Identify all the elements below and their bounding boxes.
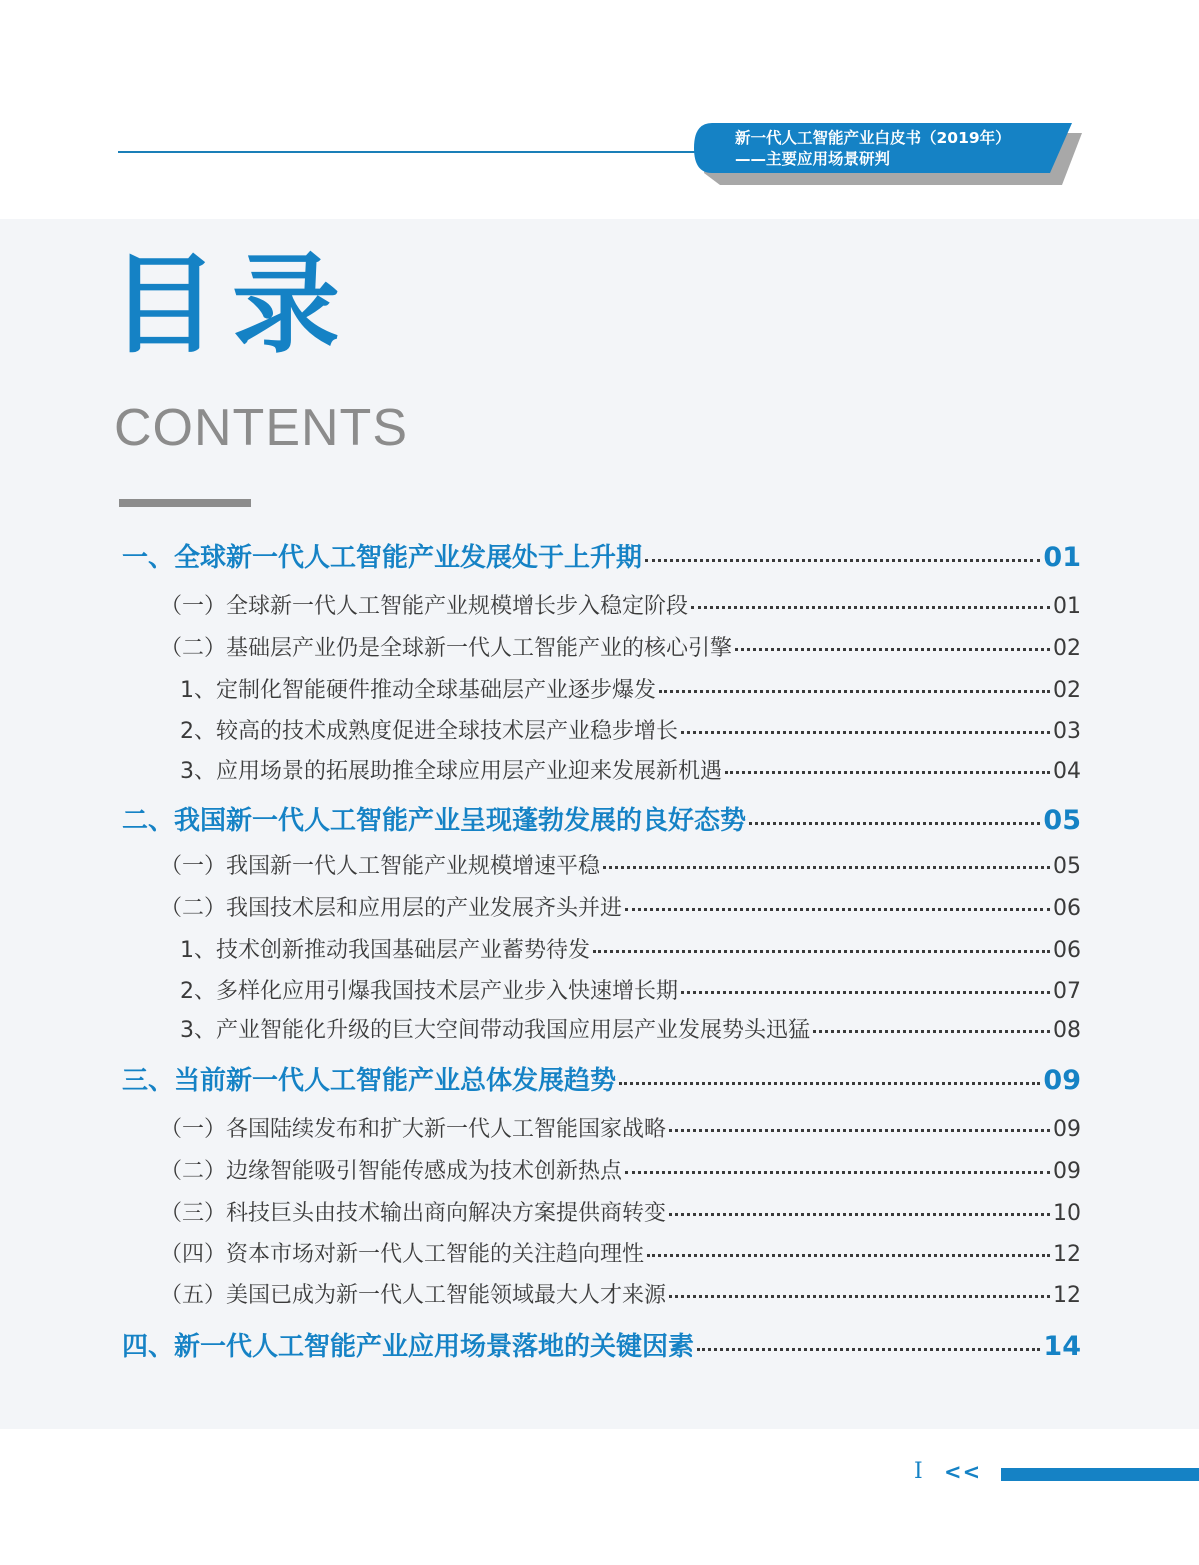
toc-dot-leader <box>681 990 1050 994</box>
toc-entry-label: （二）基础层产业仍是全球新一代人工智能产业的核心引擎 <box>160 636 733 661</box>
toc-entry-level-2[interactable] <box>160 849 1081 879</box>
toc-dot-leader <box>813 1029 1050 1033</box>
toc-entry-page: 05 <box>1043 805 1081 836</box>
toc-entry-label: 1、定制化智能硬件推动全球基础层产业逐步爆发 <box>180 678 656 703</box>
toc-dot-leader <box>593 949 1050 953</box>
footer-back-arrows[interactable]: << <box>944 1460 982 1484</box>
footer-accent-bar <box>1001 1468 1199 1481</box>
toc-entry-label: 3、产业智能化升级的巨大空间带动我国应用层产业发展势头迅猛 <box>180 1018 810 1043</box>
toc-dot-leader <box>619 1081 1040 1085</box>
toc-entry-level-3[interactable] <box>180 1013 1081 1043</box>
toc-entry-page: 03 <box>1053 719 1081 744</box>
header-subtitle: ——主要应用场景研判 <box>735 150 891 168</box>
toc-dot-leader <box>681 730 1050 734</box>
toc-entry-level-1[interactable] <box>122 1326 1081 1362</box>
toc-entry-page: 10 <box>1053 1201 1081 1226</box>
toc-entry-page: 01 <box>1043 542 1081 573</box>
toc-entry-label: （四）资本市场对新一代人工智能的关注趋向理性 <box>160 1242 645 1267</box>
toc-dot-leader <box>669 1294 1050 1298</box>
toc-entry-page: 12 <box>1053 1283 1081 1308</box>
toc-entry-label: （二）边缘智能吸引智能传感成为技术创新热点 <box>160 1159 623 1184</box>
toc-dot-leader <box>645 558 1040 562</box>
toc-dot-leader <box>697 1347 1040 1351</box>
toc-entry-label: 2、较高的技术成熟度促进全球技术层产业稳步增长 <box>180 719 678 744</box>
toc-entry-label: （一）各国陆续发布和扩大新一代人工智能国家战略 <box>160 1117 667 1142</box>
toc-dot-leader <box>735 647 1050 651</box>
toc-entry-level-3[interactable] <box>180 933 1081 963</box>
toc-dot-leader <box>669 1128 1050 1132</box>
toc-entry-level-1[interactable] <box>122 537 1081 573</box>
toc-entry-level-2[interactable] <box>160 589 1081 619</box>
footer-page-number: I <box>914 1459 923 1484</box>
page-subtitle: CONTENTS <box>114 399 408 457</box>
toc-entry-label: 二、我国新一代人工智能产业呈现蓬勃发展的良好态势 <box>122 806 747 836</box>
toc-dot-leader <box>725 770 1050 774</box>
toc-entry-level-2[interactable] <box>160 1278 1081 1308</box>
toc-dot-leader <box>647 1253 1050 1257</box>
toc-entry-level-1[interactable] <box>122 800 1081 836</box>
toc-entry-label: 3、应用场景的拓展助推全球应用层产业迎来发展新机遇 <box>180 759 722 784</box>
toc-entry-page: 09 <box>1053 1117 1081 1142</box>
toc-entry-level-3[interactable] <box>180 714 1081 744</box>
toc-entry-label: 2、多样化应用引爆我国技术层产业步入快速增长期 <box>180 979 678 1004</box>
toc-entry-page: 06 <box>1053 938 1081 963</box>
toc-entry-page: 05 <box>1053 854 1081 879</box>
toc-dot-leader <box>669 1212 1050 1216</box>
toc-entry-label: （二）我国技术层和应用层的产业发展齐头并进 <box>160 896 623 921</box>
toc-entry-page: 07 <box>1053 979 1081 1004</box>
toc-entry-page: 04 <box>1053 759 1081 784</box>
toc-entry-page: 14 <box>1043 1331 1081 1362</box>
toc-entry-label: （一）全球新一代人工智能产业规模增长步入稳定阶段 <box>160 594 689 619</box>
toc-entry-label: 一、全球新一代人工智能产业发展处于上升期 <box>122 543 643 573</box>
header-title: 新一代人工智能产业白皮书（2019年） <box>735 129 1011 147</box>
toc-entry-page: 09 <box>1043 1065 1081 1096</box>
toc-entry-label: （一）我国新一代人工智能产业规模增速平稳 <box>160 854 601 879</box>
toc-entry-label: 四、新一代人工智能产业应用场景落地的关键因素 <box>122 1332 695 1362</box>
page-title: 目录 <box>110 243 355 368</box>
toc-entry-page: 12 <box>1053 1242 1081 1267</box>
toc-entry-label: （三）科技巨头由技术输出商向解决方案提供商转变 <box>160 1201 667 1226</box>
toc-entry-page: 09 <box>1053 1159 1081 1184</box>
toc-entry-level-3[interactable] <box>180 754 1081 784</box>
toc-dot-leader <box>625 1170 1050 1174</box>
toc-entry-page: 02 <box>1053 678 1081 703</box>
toc-entry-page: 08 <box>1053 1018 1081 1043</box>
toc-dot-leader <box>625 907 1050 911</box>
toc-entry-level-2[interactable] <box>160 1196 1081 1226</box>
toc-entry-level-2[interactable] <box>160 1237 1081 1267</box>
toc-entry-label: （五）美国已成为新一代人工智能领域最大人才来源 <box>160 1283 667 1308</box>
toc-entry-label: 三、当前新一代人工智能产业总体发展趋势 <box>122 1066 617 1096</box>
toc-dot-leader <box>749 821 1040 825</box>
toc-dot-leader <box>603 865 1050 869</box>
toc-dot-leader <box>691 605 1050 609</box>
toc-entry-level-3[interactable] <box>180 974 1081 1004</box>
toc-entry-page: 06 <box>1053 896 1081 921</box>
toc-dot-leader <box>659 689 1050 693</box>
toc-entry-label: 1、技术创新推动我国基础层产业蓄势待发 <box>180 938 590 963</box>
toc-entry-page: 01 <box>1053 594 1081 619</box>
toc-entry-level-2[interactable] <box>160 1154 1081 1184</box>
toc-entry-level-2[interactable] <box>160 891 1081 921</box>
toc-entry-level-1[interactable] <box>122 1060 1081 1096</box>
toc-entry-level-2[interactable] <box>160 1112 1081 1142</box>
toc-entry-level-3[interactable] <box>180 673 1081 703</box>
toc-entry-level-2[interactable] <box>160 631 1081 661</box>
toc-entry-page: 02 <box>1053 636 1081 661</box>
